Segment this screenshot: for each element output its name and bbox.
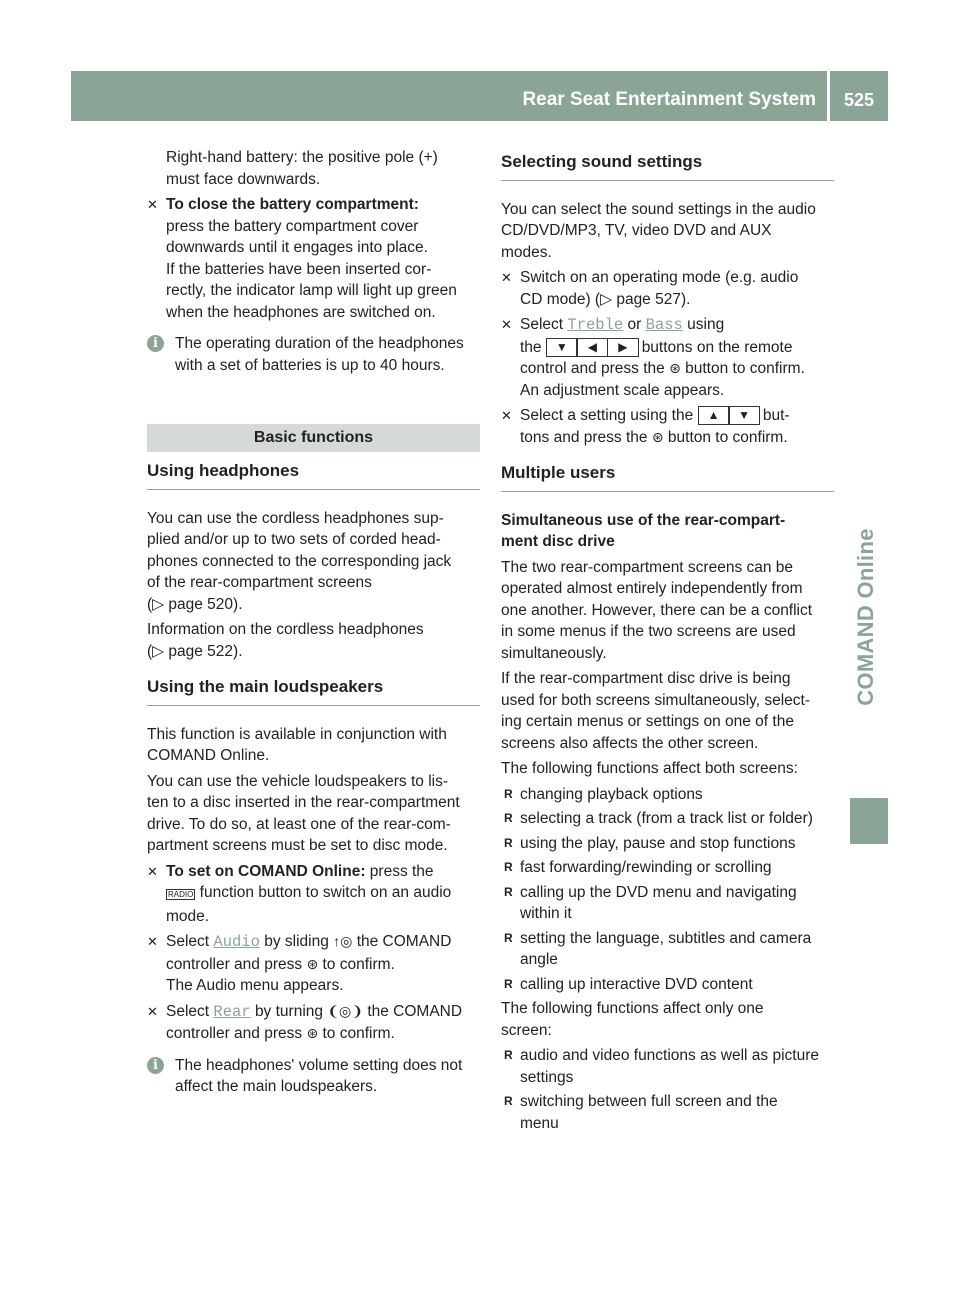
side-section-label xyxy=(844,127,888,777)
radio-button-icon: RADIO xyxy=(168,890,194,899)
para-headphones: You can use the cordless headphones sup- plied and/or up to two sets of corded head- phones connected to the corresponding jack of the rear-compartment screens (▷ page 520). xyxy=(147,509,452,613)
turn-controller-icon: ❨◎❩ xyxy=(327,1002,364,1019)
heading-multiple-users: Multiple users xyxy=(501,462,834,492)
up-key-icon: ▲ xyxy=(698,406,730,425)
subheading-simultaneous-use: Simultaneous use of the rear-compart- ment disc drive xyxy=(501,511,786,550)
step-set-comand: ✕ To set on COMAND Online: press the RADIO function button to switch on an audio mode. xyxy=(147,861,480,928)
list-both-screens xyxy=(501,784,834,996)
press-controller-icon: ⊛ xyxy=(306,955,319,972)
step-select-setting: ✕ Select a setting using the ▲ ▼ but- tons and press the ⊛ button to confirm. xyxy=(501,405,834,448)
list-item: R changing playback options xyxy=(501,784,834,806)
para-two-screens: The two rear-compartment screens can be operated almost entirely independently from one another. However, there can be a conflict in some menus if the two screens are used simultaneously. xyxy=(501,558,813,662)
list-item: R switching between full screen and the menu xyxy=(501,1091,834,1134)
menu-item-rear: Rear xyxy=(213,1002,251,1021)
page-header xyxy=(71,71,888,121)
left-column xyxy=(147,147,480,1104)
info-note-duration: i The operating duration of the headphones with a set of batteries is up to 40 hours. xyxy=(147,333,480,376)
para-loudspeakers-use: You can use the vehicle loudspeakers to lis- ten to a disc inserted in the rear-compartment drive. To do so, at least one of the rear-com- partment screens must be set to disc mode. xyxy=(147,772,460,854)
right-column xyxy=(501,151,834,1137)
list-item: R setting the language, subtitles and camera angle xyxy=(501,928,834,971)
menu-item-bass: Bass xyxy=(645,316,683,334)
slide-up-controller-icon: ↑◎ xyxy=(333,933,353,949)
heading-main-loudspeakers: Using the main loudspeakers xyxy=(147,676,480,706)
list-one-screen xyxy=(501,1045,834,1134)
list-item: R audio and video functions as well as picture settings xyxy=(501,1045,834,1088)
para-cordless-info: Information on the cordless headphones (▷ page 522). xyxy=(147,621,424,660)
press-controller-icon: ⊛ xyxy=(306,1025,319,1041)
menu-item-audio: Audio xyxy=(213,933,260,951)
info-icon: i xyxy=(147,335,164,352)
heading-using-headphones: Using headphones xyxy=(147,460,480,490)
right-key-icon: ▶ xyxy=(607,338,639,357)
info-icon: i xyxy=(147,1057,164,1074)
para-availability: This function is available in conjunction with COMAND Online. xyxy=(147,725,447,764)
menu-item-treble: Treble xyxy=(567,316,624,334)
step-select-audio: ✕ Select Audio by sliding ↑◎ the COMAND controller and press ⊛ to confirm. The Audio menu appears. xyxy=(147,931,480,997)
section-band-basic-functions: Basic functions xyxy=(147,424,480,452)
step-close-battery: ✕ To close the battery compartment: press the battery compartment cover downwards until it engages into place. If the batteries have been inserted cor- rectly, the indicator lamp will light up green when the headphones are switched on. xyxy=(147,194,480,323)
left-key-icon: ◀ xyxy=(576,338,608,357)
info-note-volume: i The headphones' volume setting does not affect the main loudspeakers. xyxy=(147,1055,480,1098)
header-title: Rear Seat Entertainment System xyxy=(522,89,816,110)
page-number: 525 xyxy=(843,90,875,110)
list-item: R using the play, pause and stop functions xyxy=(501,833,834,855)
step-switch-mode: ✕ Switch on an operating mode (e.g. audio CD mode) (▷ page 527). xyxy=(501,267,834,310)
list-item: R fast forwarding/rewinding or scrolling xyxy=(501,857,834,879)
ok-button-icon: ⊛ xyxy=(669,360,681,376)
list-item: R selecting a track (from a track list or folder) xyxy=(501,808,834,830)
heading-sound-settings: Selecting sound settings xyxy=(501,151,834,181)
down-key-icon: ▼ xyxy=(728,406,760,425)
para-both-screens: The following functions affect both screens: xyxy=(501,760,798,777)
list-item: R calling up the DVD menu and navigating within it xyxy=(501,882,834,925)
battery-continuation: Right-hand battery: the positive pole (+) must face downwards. xyxy=(166,149,438,188)
side-tab-marker xyxy=(850,798,888,844)
para-disc-drive: If the rear-compartment disc drive is being used for both screens simultaneously, select- ing certain menus or settings on one of the screens also affects the other screen. xyxy=(501,670,811,752)
para-one-screen: The following functions affect only one screen: xyxy=(501,1000,764,1039)
down-key-icon: ▼ xyxy=(546,338,578,357)
step-select-rear: ✕ Select Rear by turning ❨◎❩ the COMAND controller and press ⊛ to confirm. xyxy=(147,1001,480,1045)
ok-button-icon: ⊛ xyxy=(651,428,664,445)
list-item: R calling up interactive DVD content xyxy=(501,974,834,996)
para-sound: You can select the sound settings in the audio CD/DVD/MP3, TV, video DVD and AUX modes. xyxy=(501,200,816,261)
side-label-text: COMAND Online xyxy=(853,528,878,706)
step-select-treble-bass: ✕ Select Treble or Bass using the ▼ ◀ ▶ buttons on the remote control and press the ⊛ button to confirm. An adjustment scale appears. xyxy=(501,314,834,401)
